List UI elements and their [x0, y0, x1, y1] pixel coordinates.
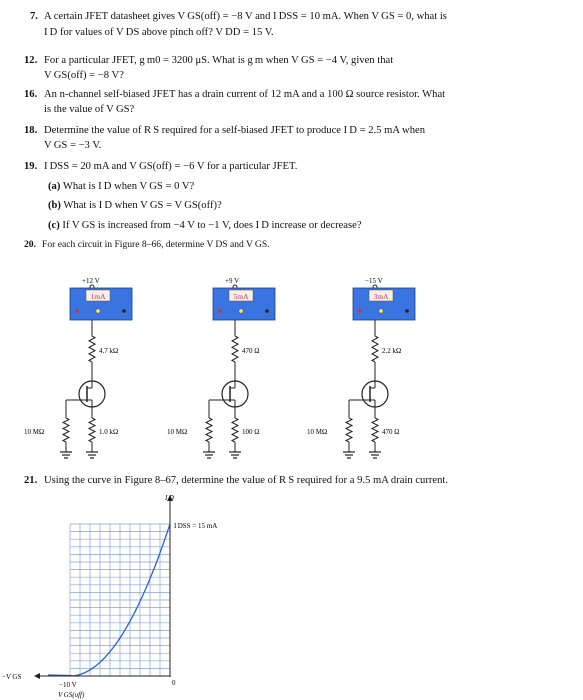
- figure-8-66: [0, 266, 583, 466]
- ammeter-terminal: [405, 309, 409, 313]
- gate-resistor: [63, 418, 69, 442]
- q19-part-a: [48, 180, 194, 193]
- vgs-axis-arrow: [34, 673, 40, 679]
- question-text-line: For a particular JFET, g m0 = 3200 μS. What is g m when V GS = −4 V, given that: [44, 55, 394, 66]
- supply-label: +9 V: [225, 277, 240, 285]
- ammeter-terminal: [218, 309, 222, 313]
- ammeter-reading: 5mA: [233, 292, 249, 301]
- ammeter-terminal: [358, 309, 362, 313]
- source-resistor-label: 470 Ω: [382, 428, 400, 436]
- question-number: 16.: [24, 89, 38, 100]
- ammeter-reading: 3mA: [373, 292, 389, 301]
- source-resistor: [89, 418, 95, 442]
- part-label: (c): [48, 220, 60, 231]
- vgs-off-value: −10 V: [59, 681, 77, 689]
- q19-part-b: [48, 199, 222, 212]
- question-text-line: Using the curve in Figure 8–67, determine the value of R S required for a 9.5 mA drain current.: [44, 475, 448, 486]
- id-axis-label: I D: [165, 495, 174, 502]
- question-text-line: I D for values of V DS above pinch off? V DD = 15 V.: [44, 27, 274, 38]
- question-number: 21.: [24, 475, 38, 486]
- drain-resistor: [89, 336, 95, 362]
- gate-resistor-label: 10 MΩ: [24, 428, 45, 436]
- question-text-line: V GS = −3 V.: [44, 140, 102, 151]
- drain-resistor-label: 470 Ω: [242, 347, 260, 355]
- question-number: 12.: [24, 55, 38, 66]
- figure-8-67: [0, 495, 260, 700]
- vgs-off-label: V GS(off): [58, 691, 85, 699]
- part-text: What is I D when V GS = V GS(off)?: [63, 200, 222, 211]
- part-label: (a): [48, 181, 61, 192]
- gate-resistor: [206, 418, 212, 442]
- q19-part-c: [48, 219, 362, 232]
- supply-label: −15 V: [365, 277, 383, 285]
- ammeter-knob: [379, 309, 383, 313]
- drain-resistor: [232, 336, 238, 362]
- question-text-line: I DSS = 20 mA and V GS(off) = −6 V for a particular JFET.: [44, 161, 298, 172]
- question-text-line: A certain JFET datasheet gives V GS(off) = −8 V and I DSS = 10 mA. When V GS = 0, what is: [44, 11, 447, 22]
- question-text-line: An n-channel self-biased JFET has a drain current of 12 mA and a 100 Ω source resistor. What: [44, 89, 446, 100]
- drain-resistor-label: 4.7 kΩ: [99, 347, 119, 355]
- question-text-line: For each circuit in Figure 8–66, determine V DS and V GS.: [42, 239, 270, 250]
- source-resistor-label: 1.0 kΩ: [99, 428, 119, 436]
- drain-resistor: [372, 336, 378, 362]
- jfet-circuit-2: [167, 277, 275, 458]
- ammeter-knob: [96, 309, 100, 313]
- question-text-line: V GS(off) = −8 V?: [44, 70, 124, 81]
- jfet-circuit-1: [24, 277, 132, 458]
- idss-label: I DSS = 15 mA: [174, 522, 218, 530]
- gate-resistor-label: 10 MΩ: [307, 428, 328, 436]
- origin-label: 0: [172, 679, 176, 687]
- question-text-line: is the value of V GS?: [44, 104, 135, 115]
- part-text: What is I D when V GS = 0 V?: [62, 181, 195, 192]
- question-number: 7.: [30, 11, 38, 22]
- part-text: If V GS is increased from −4 V to −1 V, does I D increase or decrease?: [62, 220, 362, 231]
- gate-resistor-label: 10 MΩ: [167, 428, 188, 436]
- source-resistor: [232, 418, 238, 442]
- ammeter-knob: [239, 309, 243, 313]
- question-number: 18.: [24, 125, 38, 136]
- ammeter-terminal: [75, 309, 79, 313]
- gate-resistor: [346, 418, 352, 442]
- source-resistor-label: 100 Ω: [242, 428, 260, 436]
- part-label: (b): [48, 200, 61, 211]
- question-number: 20.: [24, 239, 36, 250]
- ammeter-reading: 1mA: [90, 292, 106, 301]
- question-text-line: Determine the value of R S required for a self-biased JFET to produce I D = 2.5 mA when: [44, 125, 425, 136]
- ammeter-terminal: [265, 309, 269, 313]
- jfet-circuit-3: [307, 277, 415, 458]
- source-resistor: [372, 418, 378, 442]
- drain-resistor-label: 2.2 kΩ: [382, 347, 402, 355]
- vgs-axis-label: −V GS: [2, 673, 22, 681]
- supply-label: +12 V: [82, 277, 100, 285]
- question-number: 19.: [24, 161, 38, 172]
- curve-grid: [70, 524, 170, 676]
- ammeter-terminal: [122, 309, 126, 313]
